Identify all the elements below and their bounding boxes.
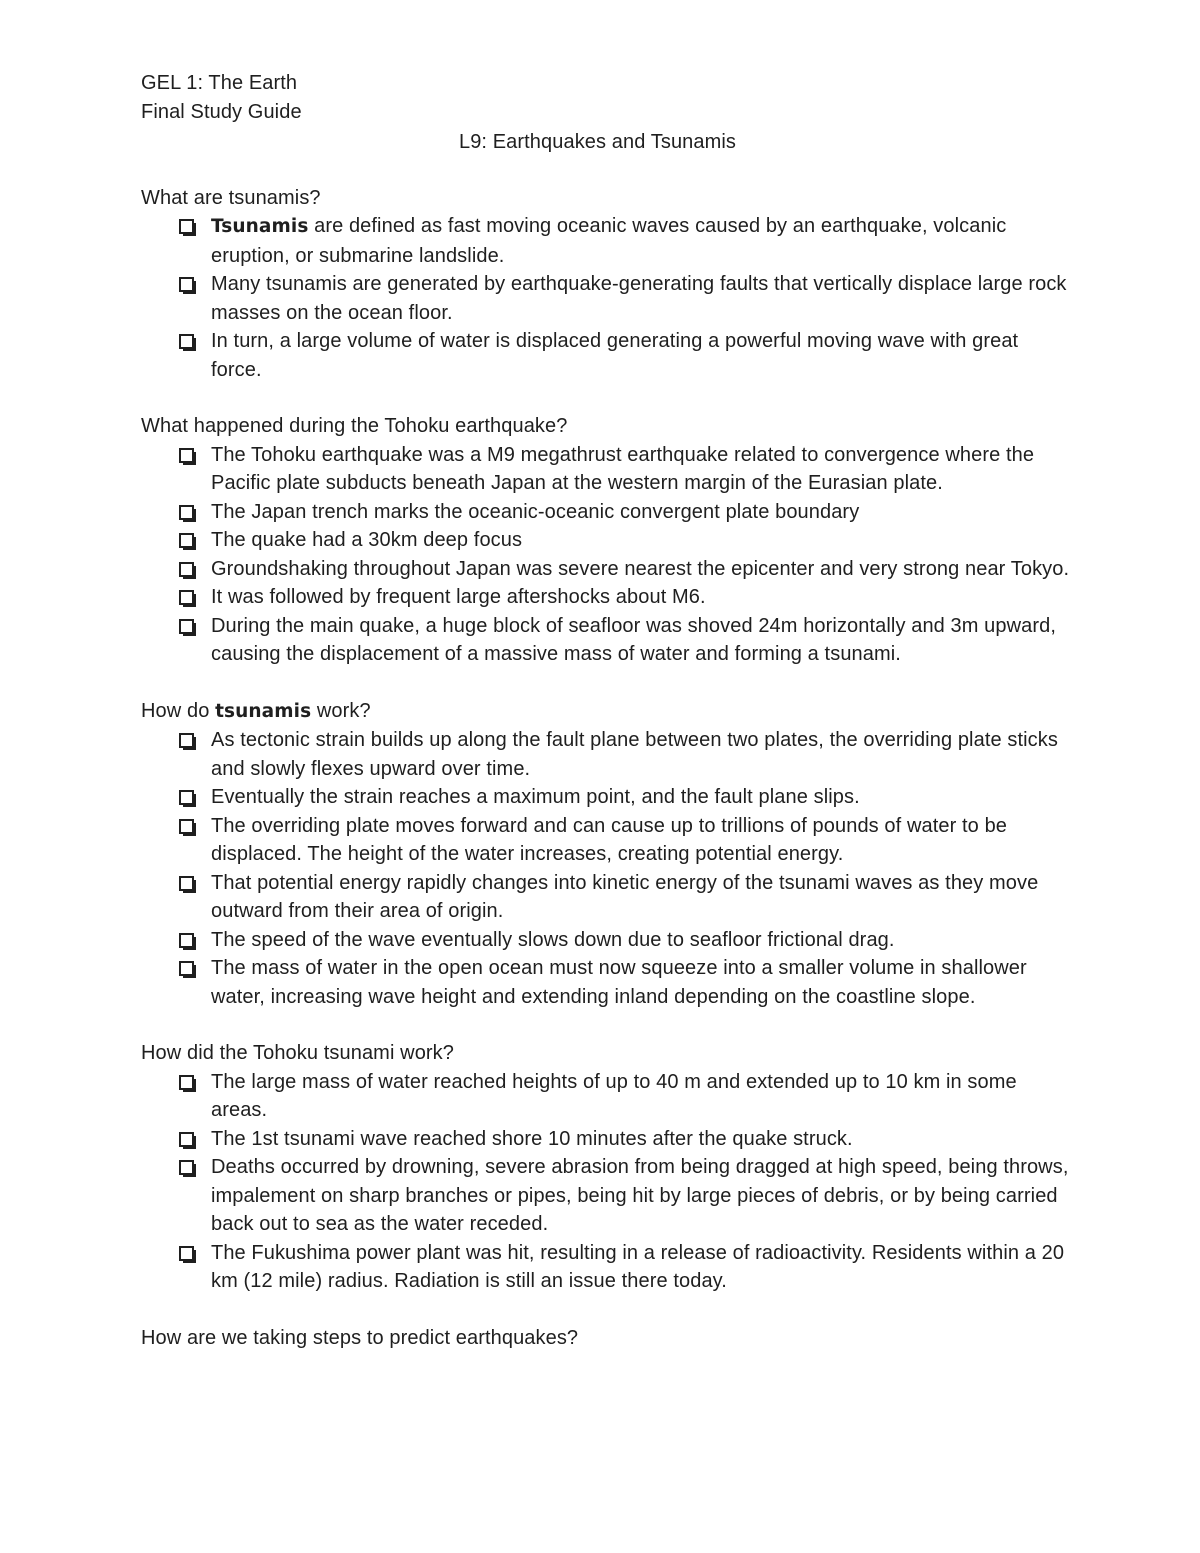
question-suffix: work? bbox=[311, 699, 371, 722]
item-text: Deaths occurred by drowning, severe abrasion from being dragged at high speed, being throws, impalement on sharp branches or pipes, being hit by large pieces of debris, or by being carried back out to sea as the water receded. bbox=[211, 1156, 1069, 1235]
checkbox-icon[interactable] bbox=[179, 562, 194, 577]
checkbox-icon[interactable] bbox=[179, 219, 194, 234]
item-text: The Tohoku earthquake was a M9 megathrust earthquake related to convergence where the Pacific plate subducts beneath Japan at the western margin of the Eurasian plate. bbox=[211, 443, 1035, 494]
item-text: The quake had a 30km deep focus bbox=[211, 529, 523, 551]
checkbox-icon[interactable] bbox=[179, 733, 194, 748]
key-term: tsunamis bbox=[215, 700, 312, 722]
document-page bbox=[141, 69, 1070, 1352]
checklist bbox=[141, 212, 1067, 384]
item-text: The Fukushima power plant was hit, resulting in a release of radioactivity. Residents within a 20 km (12 mile) radius. Radiation is still an issue there today. bbox=[211, 1241, 1065, 1292]
checkbox-icon[interactable] bbox=[179, 1246, 194, 1261]
checkbox-icon[interactable] bbox=[179, 277, 194, 292]
checkbox-icon[interactable] bbox=[179, 505, 194, 520]
checklist-item bbox=[141, 327, 1071, 384]
checklist-item bbox=[141, 612, 1071, 669]
lecture-title: L9: Earthquakes and Tsunamis bbox=[458, 131, 737, 153]
checklist-item bbox=[141, 869, 1071, 926]
checklist bbox=[141, 441, 1070, 669]
checkbox-icon[interactable] bbox=[179, 1132, 194, 1147]
item-text: The overriding plate moves forward and can cause up to trillions of pounds of water to be displaced. The height of the water increases, creating potential energy. bbox=[211, 814, 1008, 865]
checklist-item bbox=[141, 726, 1071, 783]
checklist-item bbox=[141, 270, 1071, 327]
section-question: What are tsunamis? bbox=[141, 186, 321, 209]
item-text: In turn, a large volume of water is displaced generating a powerful moving wave with great force. bbox=[211, 330, 1019, 381]
checklist-item bbox=[141, 1153, 1071, 1239]
item-text: The large mass of water reached heights of up to 40 m and extended up to 10 km in some areas. bbox=[211, 1070, 1017, 1121]
checklist-item bbox=[141, 926, 1071, 955]
checklist-item bbox=[141, 783, 1071, 812]
checklist-item bbox=[141, 583, 1071, 612]
checklist-item bbox=[141, 526, 1071, 555]
checkbox-icon[interactable] bbox=[179, 790, 194, 805]
checkbox-icon[interactable] bbox=[179, 448, 194, 463]
checklist-item bbox=[141, 212, 1071, 270]
item-text: The speed of the wave eventually slows down due to seafloor frictional drag. bbox=[211, 928, 895, 951]
checklist-item bbox=[141, 954, 1071, 1011]
checkbox-icon[interactable] bbox=[179, 1160, 194, 1175]
item-text: The Japan trench marks the oceanic-oceanic convergent plate boundary bbox=[211, 500, 860, 523]
checkbox-icon[interactable] bbox=[179, 334, 194, 349]
checklist-item bbox=[141, 1125, 1071, 1154]
checkbox-icon[interactable] bbox=[179, 590, 194, 605]
checklist-item bbox=[141, 555, 1071, 584]
document-type: Final Study Guide bbox=[141, 100, 302, 123]
checklist-item bbox=[141, 812, 1071, 869]
checklist-item bbox=[141, 1068, 1071, 1125]
checkbox-icon[interactable] bbox=[179, 533, 194, 548]
checkbox-icon[interactable] bbox=[179, 619, 194, 634]
question-prefix: How do bbox=[141, 699, 216, 722]
item-text: are defined as fast moving oceanic waves caused by an earthquake, volcanic eruption, or submarine landslide. bbox=[211, 215, 1007, 267]
key-term: Tsunamis bbox=[211, 216, 309, 237]
section-question: How are we taking steps to predict earthquakes? bbox=[141, 1326, 579, 1349]
checklist bbox=[141, 1068, 1069, 1296]
item-text: Many tsunamis are generated by earthquake-generating faults that vertically displace large rock masses on the ocean floor. bbox=[211, 273, 1067, 324]
item-text: During the main quake, a huge block of seafloor was shoved 24m horizontally and 3m upward, causing the displacement of a massive mass of water and forming a tsunami. bbox=[211, 614, 1057, 665]
item-text: As tectonic strain builds up along the fault plane between two plates, the overriding plate sticks and slowly flexes upward over time. bbox=[211, 729, 1058, 780]
item-text: That potential energy rapidly changes into kinetic energy of the tsunami waves as they move outward from their area of origin. bbox=[211, 871, 1039, 922]
checkbox-icon[interactable] bbox=[179, 1075, 194, 1090]
checklist-item bbox=[141, 441, 1071, 498]
checkbox-icon[interactable] bbox=[179, 876, 194, 891]
checklist-item bbox=[141, 498, 1071, 527]
checkbox-icon[interactable] bbox=[179, 961, 194, 976]
section-question bbox=[141, 697, 1061, 727]
course-title: GEL 1: The Earth bbox=[141, 72, 298, 94]
checkbox-icon[interactable] bbox=[179, 819, 194, 834]
item-text: The 1st tsunami wave reached shore 10 minutes after the quake struck. bbox=[211, 1127, 853, 1150]
checkbox-icon[interactable] bbox=[179, 933, 194, 948]
checklist-item bbox=[141, 1239, 1071, 1296]
item-text: Groundshaking throughout Japan was severe nearest the epicenter and very strong near Tokyo. bbox=[211, 557, 1070, 580]
item-text: Eventually the strain reaches a maximum point, and the fault plane slips. bbox=[211, 786, 860, 808]
item-text: It was followed by frequent large aftershocks about M6. bbox=[211, 586, 706, 608]
section-question: What happened during the Tohoku earthquake? bbox=[141, 415, 568, 437]
checklist bbox=[141, 726, 1061, 1011]
item-text: The mass of water in the open ocean must now squeeze into a smaller volume in shallower water, increasing wave height and extending inland depending on the coastline slope. bbox=[211, 957, 1027, 1008]
section-question: How did the Tohoku tsunami work? bbox=[141, 1042, 454, 1064]
